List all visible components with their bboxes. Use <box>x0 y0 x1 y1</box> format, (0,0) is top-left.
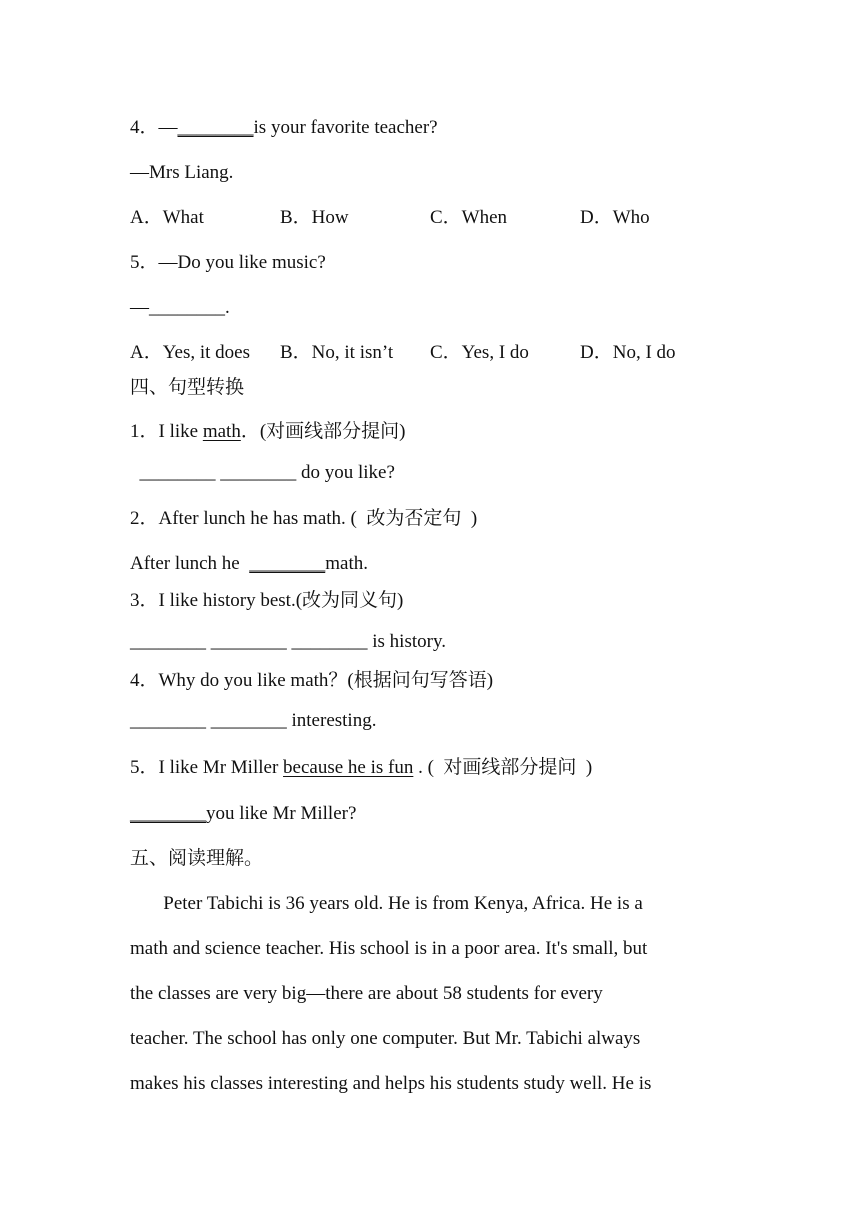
transform-item-2-prompt: 2．After lunch he has math. ( 改为否定句 ) <box>130 508 478 529</box>
question-5-stem: 5．—Do you like music? <box>130 252 326 273</box>
transform-item-5-answer-text: you like Mr Miller? <box>206 803 357 824</box>
question-5-option-d: D．No, I do <box>580 342 676 363</box>
transform-item-4-answer: ________ ________ interesting. <box>130 710 377 731</box>
question-4-option-a: A．What <box>130 207 204 228</box>
transform-item-2-answer <box>130 552 368 576</box>
section-5-heading: 五、阅读理解。 <box>130 848 264 869</box>
transform-item-5-blank: ________ <box>130 803 206 824</box>
transform-item-5-text: 5．I like Mr Miller <box>130 757 284 778</box>
question-4-text: is your favorite teacher? <box>253 117 438 138</box>
transform-item-1-answer: ________ ________ do you like? <box>130 462 395 483</box>
transform-item-5-instruction: . ( 对画线部分提问 ) <box>413 757 593 778</box>
transform-item-2-answer-text: After lunch he <box>130 553 250 574</box>
transform-item-1-underlined: math <box>202 421 241 442</box>
transform-item-5-answer <box>130 802 356 826</box>
transform-item-3-prompt: 3．I like history best.(改为同义句) <box>130 590 404 611</box>
reading-passage-line: the classes are very big—there are about 58 students for every <box>130 983 603 1004</box>
transform-item-2-blank: ________ <box>249 553 326 574</box>
transform-item-5-underlined: because he is fun <box>283 757 414 778</box>
section-4-heading: 四、句型转换 <box>130 377 245 398</box>
question-4-option-c: C．When <box>430 207 508 228</box>
reading-passage-line: makes his classes interesting and helps his students study well. He is <box>130 1073 652 1094</box>
question-5-option-a: A．Yes, it does <box>130 342 251 363</box>
transform-item-1-text: 1．I like <box>130 421 203 442</box>
question-5-answer-line: —________. <box>130 297 230 318</box>
question-4-stem <box>130 116 438 140</box>
transform-item-5-prompt <box>130 756 592 780</box>
transform-item-1-prompt <box>130 420 405 444</box>
transform-item-1-instruction: ．(对画线部分提问) <box>240 421 406 442</box>
question-5-option-b: B．No, it isn’t <box>280 342 394 363</box>
question-4-option-d: D．Who <box>580 207 650 228</box>
reading-passage-line: teacher. The school has only one computer. But Mr. Tabichi always <box>130 1028 641 1049</box>
question-4-number: 4．— <box>130 117 178 138</box>
reading-passage-line: Peter Tabichi is 36 years old. He is from Kenya, Africa. He is a <box>130 893 643 914</box>
question-4-answer-line: —Mrs Liang. <box>130 162 234 183</box>
transform-item-4-prompt: 4．Why do you like math？(根据问句写答语) <box>130 670 494 691</box>
question-4-blank: ________ <box>177 117 254 138</box>
question-4-option-b: B．How <box>280 207 349 228</box>
reading-passage-line: math and science teacher. His school is in a poor area. It's small, but <box>130 938 648 959</box>
question-5-option-c: C．Yes, I do <box>430 342 529 363</box>
transform-item-3-answer: ________ ________ ________ is history. <box>130 631 446 652</box>
transform-item-2-answer-end: math. <box>325 553 368 574</box>
